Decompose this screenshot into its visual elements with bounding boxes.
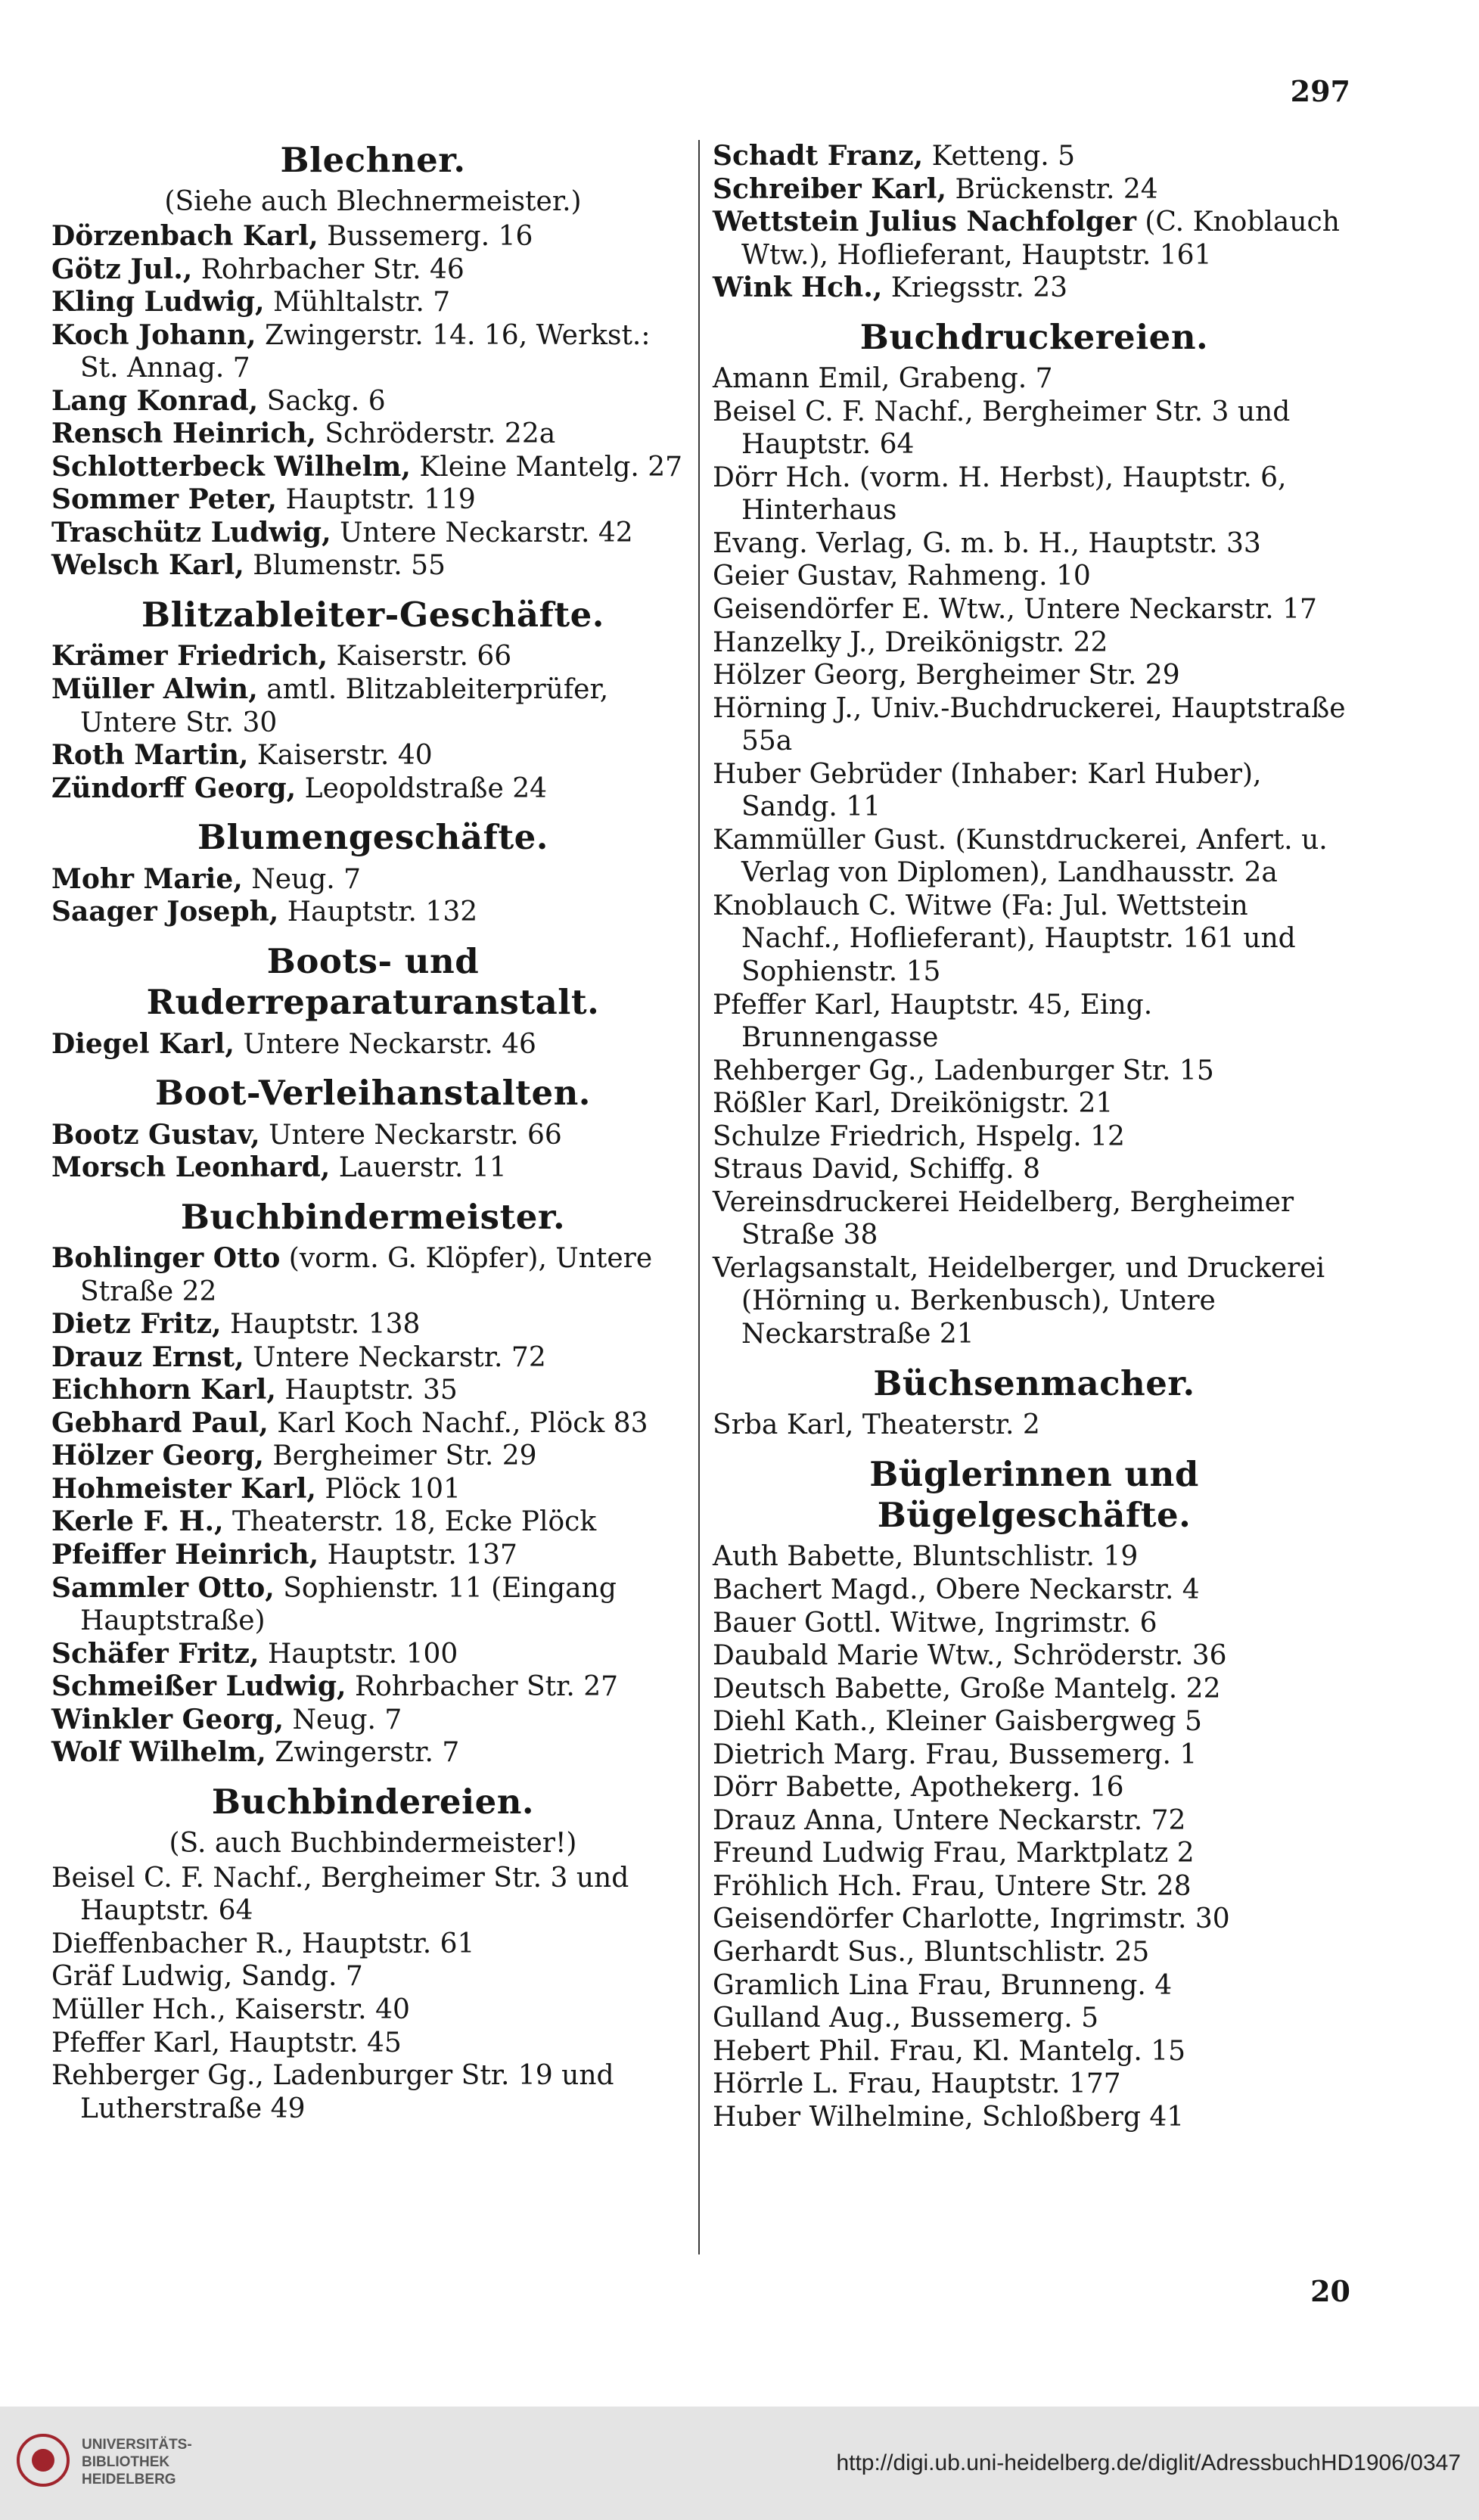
entry-detail: Hauptstr. 61 bbox=[302, 1928, 475, 1959]
directory-entry bbox=[51, 319, 694, 385]
directory-entry bbox=[713, 659, 1356, 692]
column-divider bbox=[698, 140, 700, 2254]
section-heading: Boot-Verleihanstalten. bbox=[155, 1073, 591, 1114]
section-note: (S. auch Buchbindermeister!) bbox=[169, 1828, 577, 1860]
entry-detail: Untere Str. 28 bbox=[994, 1870, 1192, 1902]
entry-name: Schäfer Fritz, bbox=[51, 1637, 259, 1670]
entry-detail: (Kunstdruckerei, Anfert. u. Verlag von Diplomen), Landhausstr. 2a bbox=[741, 824, 1328, 889]
directory-entry bbox=[51, 640, 694, 673]
entry-name: Morsch Leonhard, bbox=[51, 1151, 331, 1184]
directory-entry bbox=[713, 989, 1356, 1055]
entry-detail: Neug. 7 bbox=[292, 1704, 402, 1735]
entry-name: Huber Wilhelmine, bbox=[713, 2101, 974, 2133]
entry-name: Fröhlich Hch. Frau, bbox=[713, 1870, 986, 1902]
entry-detail: Univ.-Buchdruckerei, Hauptstraße 55a bbox=[741, 692, 1346, 757]
entry-detail: Große Mantelg. 22 bbox=[959, 1673, 1221, 1704]
directory-entry bbox=[51, 673, 694, 739]
entry-detail: Schröderstr. 22a bbox=[325, 418, 556, 450]
directory-entry bbox=[51, 1028, 694, 1061]
entry-name: Bauer Gottl. Witwe, bbox=[713, 1607, 986, 1639]
entry-detail: Hauptstr. 45 bbox=[228, 2027, 402, 2059]
entry-name: Drauz Ernst, bbox=[51, 1341, 244, 1373]
entry-name: Hebert Phil. Frau, bbox=[713, 2035, 964, 2067]
directory-entry bbox=[713, 1639, 1356, 1673]
page-number: 297 bbox=[1290, 74, 1350, 108]
section-heading: Blitzableiter-Geschäfte. bbox=[141, 595, 604, 635]
directory-entry bbox=[713, 1969, 1356, 2003]
entry-detail: Ketteng. 5 bbox=[931, 141, 1076, 172]
entry-name: Straus David, bbox=[713, 1154, 900, 1185]
entry-detail: Kaiserstr. 40 bbox=[256, 740, 433, 772]
entry-name: Hölzer Georg, bbox=[51, 1440, 264, 1472]
entry-detail: Untere Neckarstr. 72 bbox=[253, 1341, 546, 1373]
footer-page-number: 20 bbox=[1310, 2274, 1350, 2308]
entry-detail: (Hörning u. Berkenbusch), Untere Neckarstraße 21 bbox=[741, 1285, 1216, 1350]
entry-name: Saager Joseph, bbox=[51, 896, 279, 928]
entry-detail: Hauptstr. 138 bbox=[230, 1309, 421, 1341]
directory-entry bbox=[713, 824, 1356, 890]
entry-name: Geier Gustav, bbox=[713, 561, 899, 592]
directory-entry bbox=[713, 2101, 1356, 2134]
entry-detail: Hauptstr. 137 bbox=[327, 1540, 517, 1571]
entry-name: Hörrle L. Frau, bbox=[713, 2068, 922, 2100]
directory-entry bbox=[713, 1540, 1356, 1574]
entry-detail: Mühltalstr. 7 bbox=[273, 287, 451, 318]
entry-detail: Bussemerg. 1 bbox=[1008, 1739, 1198, 1770]
directory-entry bbox=[713, 1409, 1356, 1442]
directory-entry bbox=[713, 560, 1356, 593]
entry-detail: Ingrimstr. 30 bbox=[1049, 1903, 1230, 1935]
entry-name: Hörning J., bbox=[713, 692, 862, 724]
directory-entry bbox=[51, 1308, 694, 1341]
section-heading: Buchbindermeister. bbox=[180, 1196, 566, 1237]
entry-detail: Theaterstr. 2 bbox=[862, 1409, 1040, 1441]
entry-detail: Bluntschlistr. 19 bbox=[912, 1541, 1139, 1573]
entry-name: Gebhard Paul, bbox=[51, 1406, 269, 1439]
directory-entry bbox=[51, 896, 694, 929]
entry-name: Rehberger Gg., bbox=[51, 2060, 264, 2092]
entry-detail: Kriegsstr. 23 bbox=[890, 272, 1068, 304]
entry-name: Dietz Fritz, bbox=[51, 1308, 222, 1341]
entry-name: Bootz Gustav, bbox=[51, 1118, 260, 1151]
entry-detail: Kl. Mantelg. 15 bbox=[972, 2035, 1186, 2067]
entry-name: Wettstein Julius Nachfolger bbox=[713, 206, 1136, 238]
entry-name: Vereinsdruckerei Heidelberg, bbox=[713, 1186, 1121, 1218]
entry-name: Kerle F. H., bbox=[51, 1505, 224, 1538]
section-heading: Buchbindereien. bbox=[211, 1781, 535, 1822]
directory-entry bbox=[51, 1407, 694, 1440]
entry-detail: Hauptstr. 132 bbox=[287, 896, 478, 928]
entry-name: Schmeißer Ludwig, bbox=[51, 1670, 346, 1703]
entry-detail: Untere Neckarstr. 72 bbox=[892, 1804, 1186, 1836]
entry-name: Schadt Franz, bbox=[713, 140, 924, 172]
directory-entry bbox=[51, 385, 694, 418]
entry-detail: Bergheimer Str. 3 und Hauptstr. 64 bbox=[741, 396, 1291, 461]
entry-detail: Untere Neckarstr. 42 bbox=[340, 517, 633, 548]
entry-detail: Neug. 7 bbox=[251, 863, 362, 895]
directory-entry bbox=[713, 1771, 1356, 1804]
directory-entry bbox=[51, 1638, 694, 1671]
entry-name: Rößler Karl, bbox=[713, 1088, 881, 1120]
directory-entry bbox=[713, 527, 1356, 561]
directory-entry bbox=[51, 1151, 694, 1185]
entry-detail: Dreikönigstr. 22 bbox=[884, 626, 1108, 658]
entry-name: Evang. Verlag, bbox=[713, 527, 914, 559]
entry-detail: Ingrimstr. 6 bbox=[994, 1607, 1157, 1639]
directory-entry bbox=[51, 451, 694, 484]
directory-entry bbox=[713, 1870, 1356, 1903]
footer-bar bbox=[0, 2407, 1479, 2520]
library-seal-icon bbox=[17, 2434, 70, 2487]
entry-detail: Bergheimer Str. 29 bbox=[272, 1440, 537, 1472]
directory-entry bbox=[713, 2002, 1356, 2035]
directory-entry bbox=[51, 483, 694, 517]
entry-name: Kammüller Gust. bbox=[713, 824, 947, 856]
entry-detail: Hauptstr. 119 bbox=[285, 484, 476, 516]
directory-entry bbox=[713, 2035, 1356, 2068]
directory-entry bbox=[713, 890, 1356, 989]
entry-name: Dörr Babette, bbox=[713, 1772, 903, 1804]
entry-name: Wolf Wilhelm, bbox=[51, 1736, 266, 1769]
entry-name: Gramlich Lina Frau, bbox=[713, 1969, 993, 2001]
directory-entry bbox=[51, 1374, 694, 1407]
entry-detail: Hauptstr. 45, Eing. Brunnengasse bbox=[741, 989, 1153, 1054]
entry-name: Koch Johann, bbox=[51, 318, 256, 351]
entry-name: Amann Emil, bbox=[713, 363, 890, 395]
entry-detail: Schröderstr. 36 bbox=[1012, 1640, 1227, 1672]
entry-detail: Ladenburger Str. 15 bbox=[934, 1055, 1214, 1086]
entry-detail: Apothekerg. 16 bbox=[910, 1772, 1124, 1804]
directory-entry bbox=[51, 1341, 694, 1375]
directory-entry bbox=[713, 692, 1356, 758]
entry-name: Rehberger Gg., bbox=[713, 1055, 925, 1086]
directory-entry bbox=[713, 1574, 1356, 1607]
entry-name: Schreiber Karl, bbox=[713, 172, 947, 205]
directory-entry bbox=[713, 1739, 1356, 1772]
directory-entry bbox=[51, 1736, 694, 1770]
section-heading: Blechner. bbox=[280, 140, 466, 180]
directory-entry bbox=[713, 1186, 1356, 1252]
section-heading: Blumengeschäfte. bbox=[197, 817, 548, 858]
section-heading: Buchdruckereien. bbox=[859, 316, 1209, 357]
entry-detail: Bluntschlistr. 25 bbox=[923, 1937, 1150, 1968]
entry-name: Gräf Ludwig, bbox=[51, 1961, 233, 1993]
directory-entry bbox=[713, 272, 1356, 305]
directory-entry bbox=[713, 362, 1356, 396]
entry-name: Huber Gebrüder bbox=[713, 758, 942, 790]
entry-name: Geisendörfer Charlotte, bbox=[713, 1903, 1042, 1935]
directory-entry bbox=[51, 1928, 694, 1961]
entry-detail: (vorm. G. Klöpfer), Untere Straße 22 bbox=[80, 1243, 653, 1307]
directory-entry bbox=[713, 1607, 1356, 1640]
entry-name: Hölzer Georg, bbox=[713, 660, 907, 691]
directory-entry bbox=[713, 206, 1356, 272]
directory-entry bbox=[51, 1993, 694, 2027]
entry-detail: Sophienstr. 11 (Eingang Hauptstraße) bbox=[80, 1572, 617, 1637]
directory-entry bbox=[51, 220, 694, 253]
library-logo-line: HEIDELBERG bbox=[82, 2471, 176, 2487]
entry-name: Gerhardt Sus., bbox=[713, 1937, 915, 1968]
entry-detail: Brunneng. 4 bbox=[1000, 1969, 1173, 2001]
section-note: (Siehe auch Blechnermeister.) bbox=[164, 186, 582, 218]
entry-name: Wink Hch., bbox=[713, 272, 883, 304]
directory-entry bbox=[51, 1242, 694, 1308]
library-logo-line: BIBLIOTHEK bbox=[82, 2453, 170, 2470]
entry-detail: Dreikönigstr. 21 bbox=[890, 1088, 1114, 1120]
directory-entry bbox=[713, 1120, 1356, 1154]
entry-name: Traschütz Ludwig, bbox=[51, 516, 331, 548]
right-column bbox=[713, 140, 1356, 2133]
entry-name: Dörr Hch. bbox=[713, 461, 851, 493]
entry-name: Bachert Magd., bbox=[713, 1574, 927, 1605]
section-heading: Büglerinnen und Bügelgeschäfte. bbox=[869, 1453, 1199, 1535]
entry-name: Daubald Marie Wtw., bbox=[713, 1640, 1004, 1672]
entry-name: Müller Alwin, bbox=[51, 673, 258, 705]
left-column bbox=[51, 140, 694, 2125]
directory-entry bbox=[713, 1055, 1356, 1088]
entry-name: Srba Karl, bbox=[713, 1409, 854, 1441]
entry-detail: Bergheimer Str. 29 bbox=[915, 660, 1180, 691]
directory-entry bbox=[51, 863, 694, 896]
entry-detail: Schiffg. 8 bbox=[909, 1154, 1040, 1185]
entry-detail: Hauptstr. 35 bbox=[284, 1375, 458, 1406]
entry-name: Pfeffer Karl, bbox=[51, 2027, 220, 2059]
entry-name: Beisel C. F. Nachf., bbox=[51, 1862, 312, 1894]
directory-entry bbox=[713, 758, 1356, 824]
entry-detail: Untere Neckarstr. 17 bbox=[1024, 594, 1317, 625]
entry-detail: (C. Knoblauch Wtw.), Hoflieferant, Hauptstr. 161 bbox=[741, 207, 1340, 271]
entry-name: Zündorff Georg, bbox=[51, 772, 297, 804]
directory-entry bbox=[713, 396, 1356, 461]
entry-detail: Hauptstr. 177 bbox=[931, 2068, 1121, 2100]
directory-entry bbox=[51, 1119, 694, 1152]
entry-detail: Kaiserstr. 66 bbox=[336, 641, 512, 673]
entry-name: Hanzelky J., bbox=[713, 626, 876, 658]
entry-detail: Kaiserstr. 40 bbox=[235, 1994, 410, 2026]
entry-name: Verlagsanstalt, Heidelberger, und Druckerei bbox=[713, 1252, 1325, 1284]
directory-entry bbox=[713, 1804, 1356, 1838]
section-heading: Boots- und Ruderreparaturanstalt. bbox=[146, 940, 600, 1023]
directory-entry bbox=[51, 1505, 694, 1539]
entry-name: Auth Babette, bbox=[713, 1541, 904, 1573]
entry-detail: (Inhaber: Karl Huber), Sandg. 11 bbox=[741, 758, 1262, 823]
entry-detail: Rohrbacher Str. 27 bbox=[355, 1671, 619, 1703]
entry-detail: Karl Koch Nachf., Plöck 83 bbox=[277, 1407, 648, 1439]
directory-entry bbox=[713, 1252, 1356, 1351]
entry-detail: Bergheimer Str. 3 und Hauptstr. 64 bbox=[80, 1862, 629, 1927]
directory-entry bbox=[713, 1936, 1356, 1969]
section-heading: Büchsenmacher. bbox=[873, 1363, 1195, 1403]
entry-name: Sommer Peter, bbox=[51, 483, 278, 516]
entry-detail: Rahmeng. 10 bbox=[906, 561, 1091, 592]
entry-name: Rensch Heinrich, bbox=[51, 418, 316, 450]
entry-detail: Bussemerg. 5 bbox=[909, 2003, 1099, 2034]
directory-entry bbox=[713, 1153, 1356, 1186]
entry-detail: amtl. Blitzableiterprüfer, Untere Str. 30 bbox=[80, 673, 609, 738]
directory-entry bbox=[713, 1903, 1356, 1936]
entry-name: Diegel Karl, bbox=[51, 1027, 235, 1060]
directory-entry bbox=[51, 739, 694, 772]
directory-entry bbox=[51, 2027, 694, 2060]
entry-detail: Hspelg. 12 bbox=[975, 1120, 1125, 1152]
directory-entry bbox=[713, 1705, 1356, 1739]
directory-entry bbox=[713, 140, 1356, 173]
directory-entry bbox=[51, 1473, 694, 1506]
entry-detail: Marktplatz 2 bbox=[1016, 1838, 1195, 1869]
entry-detail: Untere Neckarstr. 46 bbox=[243, 1028, 536, 1060]
directory-entry bbox=[713, 626, 1356, 660]
entry-detail: (Fa: Jul. Wettstein Nachf., Hoflieferant), Hauptstr. 161 und Sophienstr. 15 bbox=[741, 890, 1296, 988]
entry-name: Mohr Marie, bbox=[51, 862, 243, 895]
entry-name: Diehl Kath., bbox=[713, 1706, 877, 1738]
entry-name: Lang Konrad, bbox=[51, 384, 259, 417]
directory-entry bbox=[51, 1670, 694, 1704]
entry-name: Geisendörfer E. Wtw., bbox=[713, 594, 1015, 625]
directory-entry bbox=[51, 549, 694, 583]
entry-name: Winkler Georg, bbox=[51, 1703, 284, 1735]
entry-detail: Obere Neckarstr. 4 bbox=[935, 1574, 1200, 1605]
directory-entry bbox=[51, 253, 694, 287]
library-logo bbox=[82, 2437, 192, 2488]
entry-detail: Grabeng. 7 bbox=[898, 363, 1053, 395]
directory-entry bbox=[51, 2059, 694, 2125]
entry-name: Dörzenbach Karl, bbox=[51, 219, 318, 252]
entry-detail: Zwingerstr. 7 bbox=[275, 1737, 460, 1769]
entry-name: Deutsch Babette, bbox=[713, 1673, 952, 1704]
directory-entry bbox=[51, 286, 694, 319]
directory-entry bbox=[51, 1704, 694, 1737]
entry-detail: Kleiner Gaisbergweg 5 bbox=[885, 1706, 1202, 1738]
library-logo-line: UNIVERSITÄTS- bbox=[82, 2437, 192, 2453]
directory-entry bbox=[713, 1837, 1356, 1870]
directory-entry bbox=[713, 1673, 1356, 1706]
footer-url-link[interactable]: http://digi.ub.uni-heidelberg.de/diglit/AdressbuchHD1906/0347 bbox=[836, 2450, 1461, 2475]
entry-detail: Ladenburger Str. 19 und Lutherstraße 49 bbox=[80, 2060, 614, 2124]
entry-name: Götz Jul., bbox=[51, 253, 193, 285]
entry-detail: Bergheimer Straße 38 bbox=[741, 1186, 1294, 1251]
directory-entry bbox=[713, 2068, 1356, 2101]
entry-name: Knoblauch C. Witwe bbox=[713, 890, 993, 921]
entry-detail: Schloßberg 41 bbox=[982, 2101, 1185, 2133]
directory-entry bbox=[51, 772, 694, 806]
directory-entry bbox=[713, 461, 1356, 527]
entry-detail: Theaterstr. 18, Ecke Plöck bbox=[232, 1506, 597, 1538]
entry-name: Gulland Aug., bbox=[713, 2003, 902, 2034]
entry-detail: Untere Neckarstr. 66 bbox=[269, 1119, 562, 1151]
entry-name: Freund Ludwig Frau, bbox=[713, 1838, 1008, 1869]
directory-entry bbox=[51, 418, 694, 451]
entry-name: Roth Martin, bbox=[51, 739, 249, 772]
entry-name: Dietrich Marg. Frau, bbox=[713, 1739, 1000, 1770]
entry-name: Krämer Friedrich, bbox=[51, 640, 328, 673]
entry-name: Dieffenbacher R., bbox=[51, 1928, 294, 1959]
entry-detail: Kleine Mantelg. 27 bbox=[419, 451, 683, 483]
entry-name: Beisel C. F. Nachf., bbox=[713, 396, 974, 427]
entry-name: Drauz Anna, bbox=[713, 1804, 884, 1836]
entry-detail: Sackg. 6 bbox=[266, 385, 386, 417]
directory-entry bbox=[51, 1572, 694, 1638]
entry-name: Pfeffer Karl, bbox=[713, 989, 881, 1021]
entry-name: Schlotterbeck Wilhelm, bbox=[51, 450, 411, 483]
entry-name: Müller Hch., bbox=[51, 1994, 226, 2026]
entry-name: Kling Ludwig, bbox=[51, 286, 265, 318]
entry-name: Eichhorn Karl, bbox=[51, 1374, 276, 1406]
entry-name: Pfeiffer Heinrich, bbox=[51, 1539, 319, 1571]
entry-detail: Sandg. 7 bbox=[241, 1961, 363, 1993]
directory-entry bbox=[713, 593, 1356, 626]
directory-entry bbox=[51, 1960, 694, 1993]
entry-detail: Hauptstr. 100 bbox=[267, 1638, 458, 1670]
entry-detail: Zwingerstr. 14. 16, Werkst.: St. Annag. 7 bbox=[80, 319, 651, 384]
entry-name: Hohmeister Karl, bbox=[51, 1472, 316, 1505]
entry-detail: Leopoldstraße 24 bbox=[304, 772, 548, 804]
directory-entry bbox=[51, 1539, 694, 1572]
entry-name: Welsch Karl, bbox=[51, 549, 244, 582]
entry-detail: Plöck 101 bbox=[325, 1473, 461, 1505]
directory-entry bbox=[51, 1440, 694, 1473]
directory-entry bbox=[51, 1862, 694, 1928]
directory-entry bbox=[51, 517, 694, 550]
entry-name: Bohlinger Otto bbox=[51, 1242, 281, 1275]
entry-detail: Blumenstr. 55 bbox=[253, 550, 446, 582]
entry-detail: Rohrbacher Str. 46 bbox=[200, 253, 465, 285]
entry-detail: Bussemerg. 16 bbox=[327, 220, 533, 252]
entry-detail: G. m. b. H., Hauptstr. 33 bbox=[922, 527, 1261, 559]
entry-name: Sammler Otto, bbox=[51, 1571, 275, 1604]
entry-detail: Lauerstr. 11 bbox=[338, 1152, 507, 1184]
directory-entry bbox=[713, 1087, 1356, 1120]
entry-name: Schulze Friedrich, bbox=[713, 1120, 967, 1152]
entry-detail: (vorm. H. Herbst), Hauptstr. 6, Hinterhaus bbox=[741, 461, 1287, 527]
entry-detail: Brückenstr. 24 bbox=[955, 173, 1158, 205]
directory-entry bbox=[713, 173, 1356, 207]
